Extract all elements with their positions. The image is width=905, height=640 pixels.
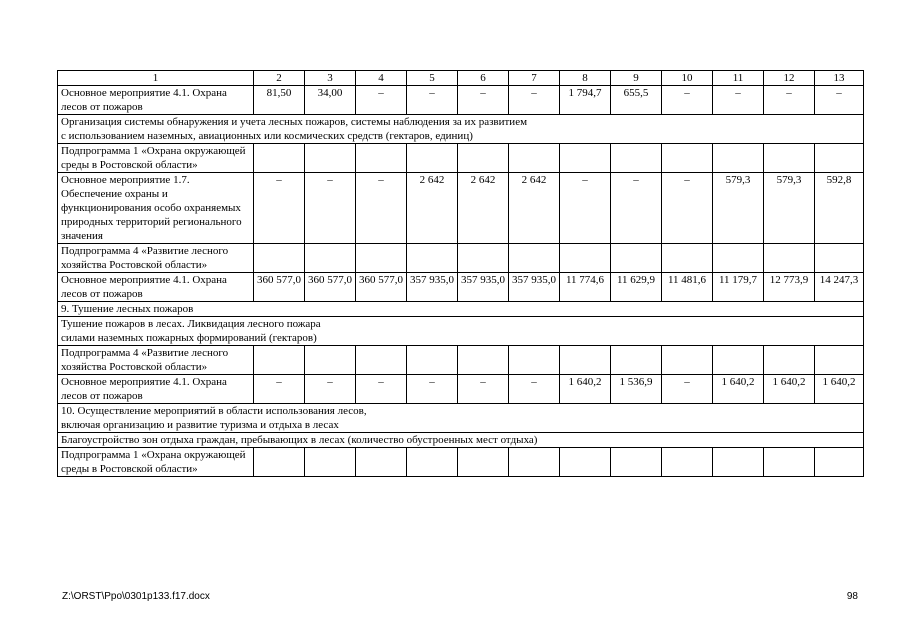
header-cell: 11 [713,71,764,86]
header-cell: 10 [662,71,713,86]
value-cell [764,244,815,273]
row-label: Подпрограмма 1 «Охрана окружающей среды в Ростовской области» [58,144,254,173]
value-cell [560,144,611,173]
header-cell: 12 [764,71,815,86]
value-cell: 579,3 [713,173,764,244]
value-cell: 81,50 [254,86,305,115]
value-cell: 11 179,7 [713,273,764,302]
value-cell [815,346,864,375]
value-cell [509,346,560,375]
value-cell: – [254,375,305,404]
value-cell: 14 247,3 [815,273,864,302]
value-cell [356,448,407,477]
value-cell: 2 642 [458,173,509,244]
value-cell: – [509,86,560,115]
value-cell [254,448,305,477]
header-cell: 6 [458,71,509,86]
table-row [58,273,864,302]
table-row [58,86,864,115]
row-label: Основное мероприятие 4.1. Охрана лесов от пожаров [58,375,254,404]
value-cell [509,448,560,477]
section-heading: Организация системы обнаружения и учета лесных пожаров, системы наблюдения за их развитием с использованием наземных, авиационных или космических средств (гектаров, единиц) [58,115,864,144]
value-cell: – [305,375,356,404]
value-cell: – [815,86,864,115]
value-cell [662,448,713,477]
section-heading: Благоустройство зон отдыха граждан, пребывающих в лесах (количество обустроенных мест отдыха) [58,433,864,448]
value-cell: – [662,375,713,404]
value-cell [713,244,764,273]
value-cell [305,448,356,477]
header-cell: 5 [407,71,458,86]
value-cell [407,244,458,273]
value-cell: 1 640,2 [560,375,611,404]
value-cell: – [305,173,356,244]
value-cell [254,346,305,375]
value-cell: 34,00 [305,86,356,115]
table-row [58,375,864,404]
value-cell: – [407,375,458,404]
table-row [58,144,864,173]
section-row [58,433,864,448]
value-cell: 11 481,6 [662,273,713,302]
value-cell: 1 640,2 [815,375,864,404]
section-row [58,317,864,346]
row-label: Подпрограмма 4 «Развитие лесного хозяйства Ростовской области» [58,346,254,375]
value-cell: 2 642 [509,173,560,244]
value-cell [662,346,713,375]
value-cell: – [662,173,713,244]
value-cell: 357 935,0 [407,273,458,302]
table-row [58,448,864,477]
value-cell: 1 640,2 [764,375,815,404]
value-cell: 1 640,2 [713,375,764,404]
value-cell [305,244,356,273]
header-cell: 1 [58,71,254,86]
value-cell: – [254,173,305,244]
section-heading: 10. Осуществление мероприятий в области использования лесов, включая организацию и развитие туризма и отдыха в лесах [58,404,864,433]
value-cell: 1 794,7 [560,86,611,115]
value-cell: 1 536,9 [611,375,662,404]
file-path: Z:\ORST\Ppo\0301p133.f17.docx [62,591,210,602]
value-cell [662,244,713,273]
value-cell: 592,8 [815,173,864,244]
value-cell [611,448,662,477]
value-cell [305,144,356,173]
value-cell [815,244,864,273]
value-cell [356,346,407,375]
section-row [58,404,864,433]
value-cell [764,448,815,477]
section-heading: Тушение пожаров в лесах. Ликвидация лесного пожара силами наземных пожарных формирований (гектаров) [58,317,864,346]
header-cell: 7 [509,71,560,86]
value-cell [713,144,764,173]
value-cell: 11 774,6 [560,273,611,302]
value-cell: 579,3 [764,173,815,244]
value-cell [356,244,407,273]
row-label: Основное мероприятие 1.7. Обеспечение охраны и функционирования особо охраняемых природных территорий регионального значения [58,173,254,244]
value-cell: – [764,86,815,115]
header-cell: 8 [560,71,611,86]
value-cell [713,448,764,477]
value-cell [764,144,815,173]
value-cell [254,244,305,273]
value-cell [764,346,815,375]
row-label: Подпрограмма 1 «Охрана окружающей среды в Ростовской области» [58,448,254,477]
value-cell [407,448,458,477]
value-cell: 12 773,9 [764,273,815,302]
value-cell [407,346,458,375]
value-cell [458,144,509,173]
value-cell: – [611,173,662,244]
value-cell: 360 577,0 [254,273,305,302]
value-cell: 2 642 [407,173,458,244]
value-cell [611,244,662,273]
value-cell [560,448,611,477]
section-heading: 9. Тушение лесных пожаров [58,302,864,317]
value-cell: – [356,375,407,404]
value-cell [560,346,611,375]
header-cell: 9 [611,71,662,86]
row-label: Подпрограмма 4 «Развитие лесного хозяйства Ростовской области» [58,244,254,273]
section-row [58,302,864,317]
value-cell: – [407,86,458,115]
value-cell [509,244,560,273]
row-label: Основное мероприятие 4.1. Охрана лесов от пожаров [58,273,254,302]
value-cell [407,144,458,173]
value-cell: 360 577,0 [305,273,356,302]
value-cell: – [458,86,509,115]
indicator-table [57,70,864,477]
value-cell: 11 629,9 [611,273,662,302]
value-cell: – [509,375,560,404]
header-cell: 13 [815,71,864,86]
value-cell [356,144,407,173]
value-cell: – [560,173,611,244]
value-cell: – [356,86,407,115]
table-row [58,173,864,244]
value-cell [611,144,662,173]
page-number: 98 [846,591,858,602]
header-cell: 2 [254,71,305,86]
value-cell: – [458,375,509,404]
table-row [58,244,864,273]
row-label: Основное мероприятие 4.1. Охрана лесов от пожаров [58,86,254,115]
section-row [58,115,864,144]
header-row [58,71,864,86]
value-cell: 655,5 [611,86,662,115]
value-cell: 357 935,0 [458,273,509,302]
value-cell: 357 935,0 [509,273,560,302]
value-cell [662,144,713,173]
header-cell: 4 [356,71,407,86]
value-cell [458,448,509,477]
value-cell [611,346,662,375]
value-cell [713,346,764,375]
value-cell [305,346,356,375]
value-cell [815,144,864,173]
header-cell: 3 [305,71,356,86]
value-cell [815,448,864,477]
value-cell [560,244,611,273]
table-body [58,71,864,477]
value-cell [458,346,509,375]
value-cell [509,144,560,173]
value-cell: – [356,173,407,244]
table-row [58,346,864,375]
value-cell: 360 577,0 [356,273,407,302]
value-cell: – [662,86,713,115]
value-cell: – [713,86,764,115]
value-cell [458,244,509,273]
value-cell [254,144,305,173]
